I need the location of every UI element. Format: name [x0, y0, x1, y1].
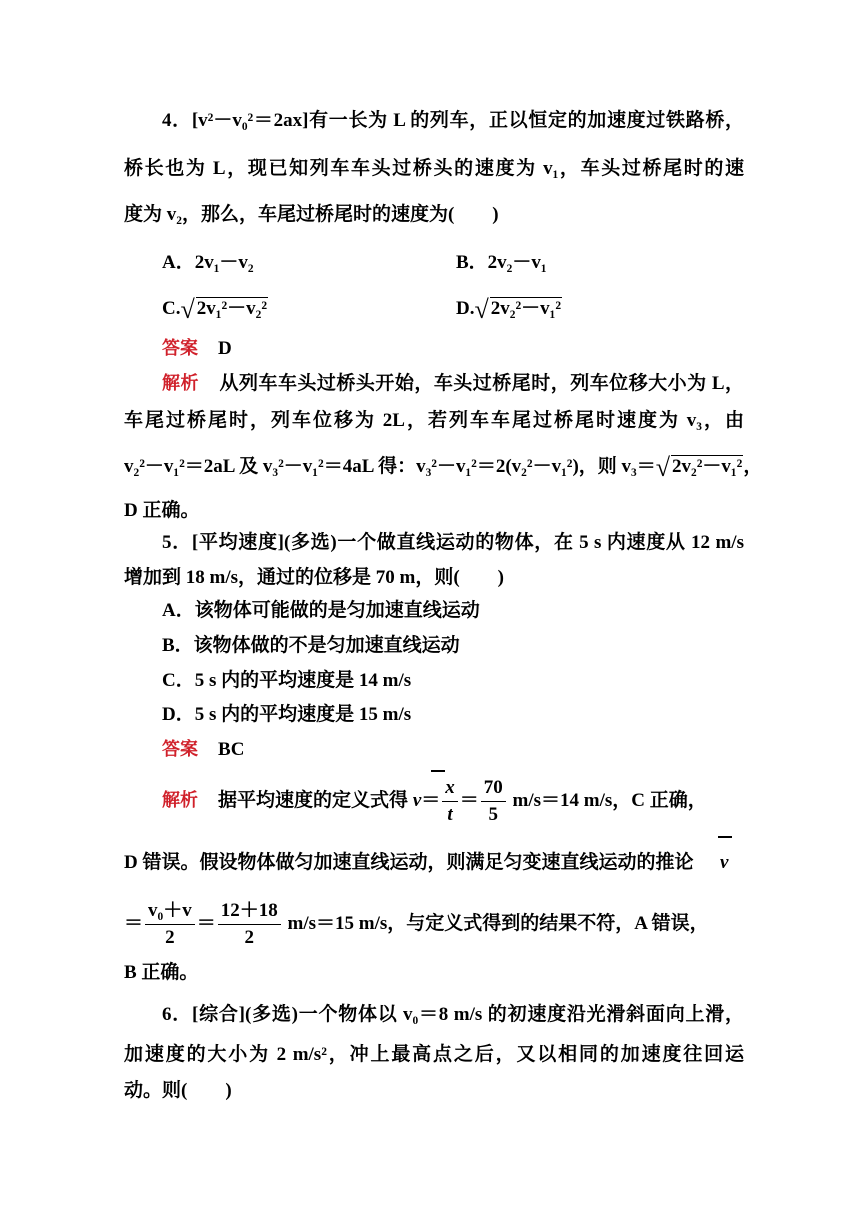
fraction-denominator: t: [447, 803, 453, 825]
q4-analysis-line3-text: v₂²－v₁²＝2aL 及 v₃²－v₁²＝4aL 得：v₃²－v₁²＝2(v₂²－v₁²)，则 v₃＝: [124, 456, 656, 477]
fraction-denominator: 5: [488, 803, 499, 825]
q6-stem-line2: 加速度的大小为 2 m/s²，冲上最高点之后，又以相同的加速度往回运: [124, 1044, 744, 1065]
q5-analysis-line4: B 正确。: [124, 962, 199, 983]
q4-analysis-line4: D 正确。: [124, 500, 200, 521]
q4-stem-line3: 度为 v₂，那么，车尾过桥尾时的速度为( ): [124, 204, 499, 225]
answer-value: D: [218, 338, 232, 359]
fraction-12-plus-18: [218, 898, 281, 951]
radical-sign: √: [474, 295, 489, 324]
q4-analysis-line1: [162, 368, 744, 399]
answer-label: 答案: [162, 338, 198, 359]
q4-option-c: [162, 294, 268, 325]
q4-analysis-line3: [124, 452, 763, 483]
radical-sign: √: [655, 453, 671, 482]
equals-sign: ＝: [196, 913, 216, 934]
fraction-numerator: v₀＋v: [145, 898, 195, 925]
fraction-numerator: 70: [481, 775, 506, 802]
q5-analysis-line3: [124, 896, 744, 952]
answer-label: 答案: [162, 739, 198, 760]
q5-analysis-line3-post: m/s＝15 m/s，与定义式得到的结果不符，A 错误，: [282, 913, 709, 934]
q4-analysis-radicand: 2v₂²－v₁²: [672, 456, 743, 477]
q5-option-a: A．该物体可能做的是匀加速直线运动: [162, 600, 480, 621]
q5-option-d: D．5 s 内的平均速度是 15 m/s: [162, 704, 412, 725]
q5-analysis-line1: [162, 772, 707, 828]
q6-stem-line3: 动。则( ): [124, 1080, 232, 1101]
equals-sign: ＝: [459, 790, 479, 811]
q6-stem-line1: 6．[综合](多选)一个物体以 v₀＝8 m/s 的初速度沿光滑斜面向上滑，: [162, 1004, 744, 1025]
q5-analysis-line2: [124, 848, 744, 878]
q4-stem-line2: 桥长也为 L，现已知列车车头过桥头的速度为 v₁，车头过桥尾时的速: [124, 158, 744, 179]
q4-option-d-prefix: D.: [456, 298, 475, 319]
q5-option-c: C．5 s 内的平均速度是 14 m/s: [162, 670, 412, 691]
v-mean-symbol: v: [412, 790, 422, 811]
fraction-denominator: 2: [165, 927, 175, 949]
q4-option-d-radicand: 2v₂²－v₁²: [490, 298, 562, 319]
q4-analysis-text1: 从列车车头过桥头开始，车头过桥尾时，列车位移大小为 L，: [219, 373, 744, 394]
q4-answer: [162, 333, 232, 364]
q5-stem-line2: 增加到 18 m/s，通过的位移是 70 m，则( ): [124, 567, 504, 588]
q4-analysis-line2: 车尾过桥尾时，列车位移为 2L，若列车车尾过桥尾时速度为 v₃，由: [124, 410, 744, 431]
fraction-numerator: x: [442, 775, 458, 802]
q4-analysis-line3-end: ，: [743, 456, 763, 477]
equals-sign: ＝: [124, 913, 144, 934]
analysis-label: 解析: [162, 790, 198, 811]
fraction-70-over-5: [481, 775, 506, 828]
answer-value: BC: [218, 739, 245, 760]
v-mean-symbol: v: [720, 852, 729, 873]
q5-answer: [162, 734, 244, 765]
fraction-x-over-t: [442, 775, 458, 828]
q4-option-d: [456, 294, 562, 325]
mean-bar: [718, 836, 732, 838]
fraction-v0-plus-v: [145, 898, 195, 951]
q4-option-c-radicand: 2v₁²－v₂²: [196, 298, 268, 319]
q5-analysis-pre: 据平均速度的定义式得: [218, 790, 413, 811]
q5-analysis-post: m/s＝14 m/s，C 正确，: [507, 790, 707, 811]
radical-sign: √: [180, 295, 195, 324]
q5-option-b: B．该物体做的不是匀加速直线运动: [162, 635, 460, 656]
q5-stem-line1: 5．[平均速度](多选)一个做直线运动的物体，在 5 s 内速度从 12 m/s: [162, 532, 744, 553]
q4-option-b: B．2v₂－v₁: [456, 252, 547, 273]
q5-analysis-line2-text: D 错误。假设物体做匀加速直线运动，则满足匀变速直线运动的推论: [124, 852, 694, 873]
analysis-label: 解析: [162, 373, 199, 394]
q4-stem-line1: 4．[v²－v₀²＝2ax]有一长为 L 的列车，正以恒定的加速度过铁路桥，: [162, 110, 744, 131]
fraction-numerator: 12＋18: [218, 898, 281, 925]
q4-option-a: A．2v₁－v₂: [162, 252, 254, 273]
fraction-denominator: 2: [244, 927, 254, 949]
q4-option-c-prefix: C.: [162, 298, 181, 319]
equals-sign: ＝: [421, 790, 441, 811]
